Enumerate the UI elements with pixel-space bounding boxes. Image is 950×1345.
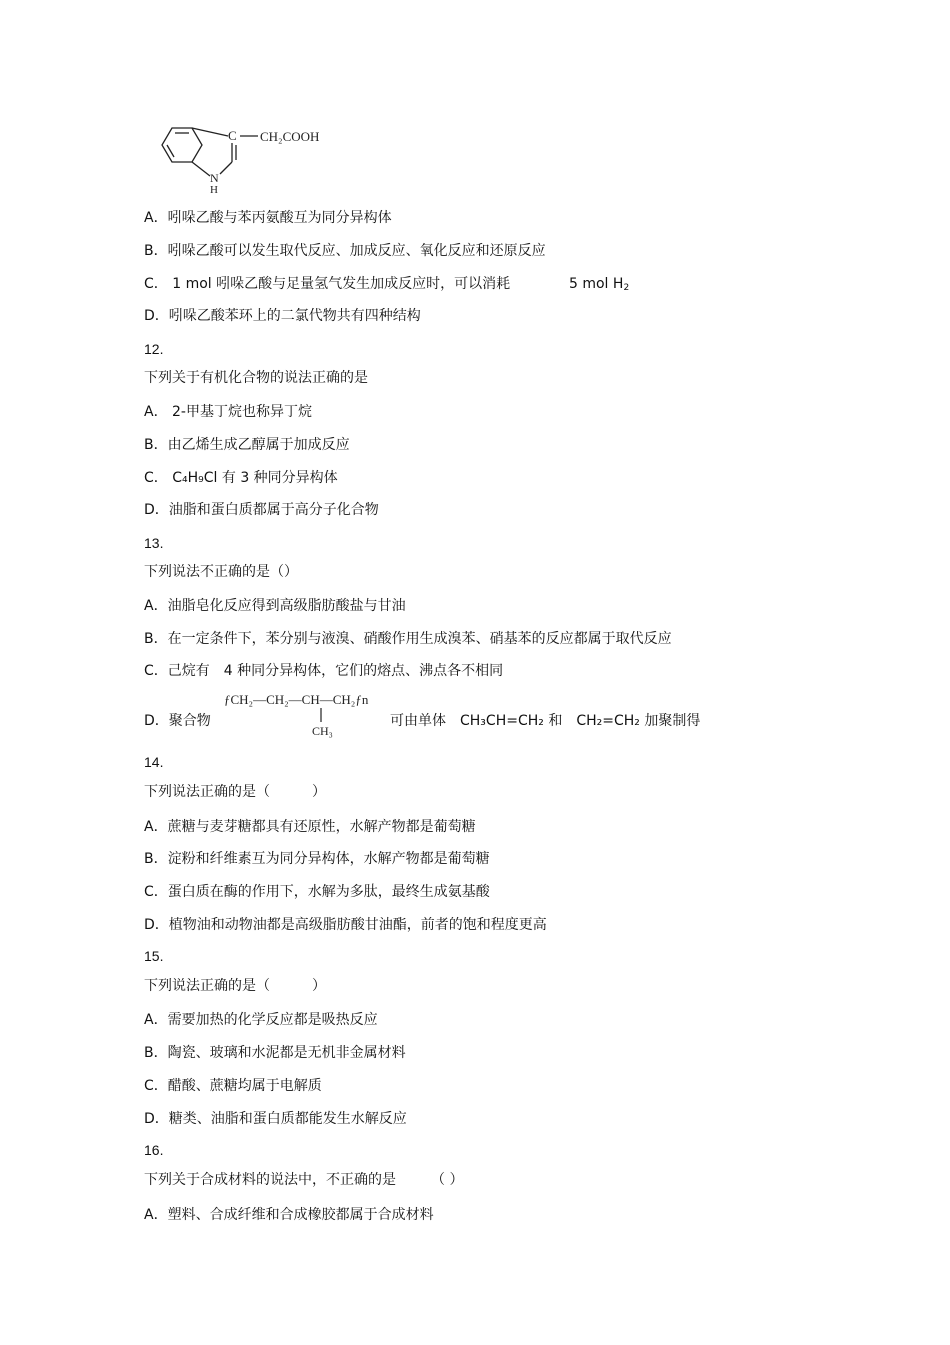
- q11-c-tail-sub: 2: [623, 283, 630, 293]
- q14-option-d: D．植物油和动物油都是高级脂肪酸甘油酯，前者的饱和程度更高: [144, 917, 547, 933]
- q13-option-a: A．油脂皂化反应得到高级脂肪酸盐与甘油: [144, 598, 406, 614]
- q11-option-a: A．吲哚乙酸与苯丙氨酸互为同分异构体: [144, 210, 392, 226]
- polymer-branch-label: CH₃: [312, 724, 333, 738]
- q12-option-a: A． 2-甲基丁烷也称异丁烷: [144, 404, 312, 420]
- q11-option-b: B．吲哚乙酸可以发生取代反应、加成反应、氧化反应和还原反应: [144, 243, 546, 259]
- indole-acetic-acid-structure: [150, 118, 340, 196]
- q15-option-c: C．醋酸、蔗糖均属于电解质: [144, 1078, 322, 1094]
- q16-option-a: A．塑料、合成纤维和合成橡胶都属于合成材料: [144, 1207, 434, 1223]
- q13-option-b: B．在一定条件下，苯分别与液溴、硝酸作用生成溴苯、硝基苯的反应都属于取代反应: [144, 631, 672, 647]
- polymer-structure: [222, 690, 392, 740]
- q15-stem: 下列说法正确的是（ ）: [144, 978, 326, 994]
- q13-number: 13.: [144, 535, 164, 551]
- substituent-label: CH₂COOH: [260, 129, 320, 144]
- q14-number: 14.: [144, 754, 164, 770]
- q15-option-b: B．陶瓷、玻璃和水泥都是无机非金属材料: [144, 1045, 406, 1061]
- q14-option-c: C．蛋白质在酶的作用下，水解为多肽，最终生成氨基酸: [144, 884, 490, 900]
- q14-option-b: B．淀粉和纤维素互为同分异构体，水解产物都是葡萄糖: [144, 851, 490, 867]
- q15-option-d: D．糖类、油脂和蛋白质都能发生水解反应: [144, 1111, 407, 1127]
- q11-option-c: [144, 275, 630, 293]
- polymer-chain-label: ƒCH₂—CH₂—CH—CH₂ƒn: [224, 692, 369, 707]
- q12-option-d: D．油脂和蛋白质都属于高分子化合物: [144, 502, 379, 518]
- q11-option-c-tail: [569, 275, 629, 297]
- hydrogen-label: H: [210, 184, 218, 196]
- q15-number: 15.: [144, 948, 164, 964]
- q16-stem: 下列关于合成材料的说法中，不正确的是 （ ）: [144, 1172, 464, 1188]
- q11-option-d: D．吲哚乙酸苯环上的二氯代物共有四种结构: [144, 308, 421, 324]
- q12-number: 12.: [144, 341, 164, 357]
- q13-option-c: C．己烷有 4 种同分异构体，它们的熔点、沸点各不相同: [144, 663, 504, 679]
- ring-carbon-label: C: [228, 128, 237, 143]
- q14-option-a: A．蔗糖与麦芽糖都具有还原性，水解产物都是葡萄糖: [144, 819, 476, 835]
- q14-stem: 下列说法正确的是（ ）: [144, 784, 326, 800]
- q15-option-a: A．需要加热的化学反应都是吸热反应: [144, 1012, 378, 1028]
- q12-stem: 下列关于有机化合物的说法正确的是: [144, 370, 368, 386]
- q11-option-c-text: C． 1 mol 吲哚乙酸与足量氢气发生加成反应时，可以消耗: [144, 276, 511, 292]
- q13-option-d-suffix: 可由单体 CH₃CH=CH₂ 和 CH₂=CH₂ 加聚制得: [390, 713, 701, 729]
- q11-c-tail-text: 5 mol H: [569, 276, 624, 292]
- q16-number: 16.: [144, 1142, 164, 1158]
- q13-stem: 下列说法不正确的是（）: [144, 564, 298, 580]
- q13-option-d-prefix: D．聚合物: [144, 713, 211, 729]
- q12-option-c: C． C₄H₉Cl 有 3 种同分异构体: [144, 470, 338, 486]
- q12-option-b: B．由乙烯生成乙醇属于加成反应: [144, 437, 350, 453]
- nitrogen-label: N: [210, 171, 219, 185]
